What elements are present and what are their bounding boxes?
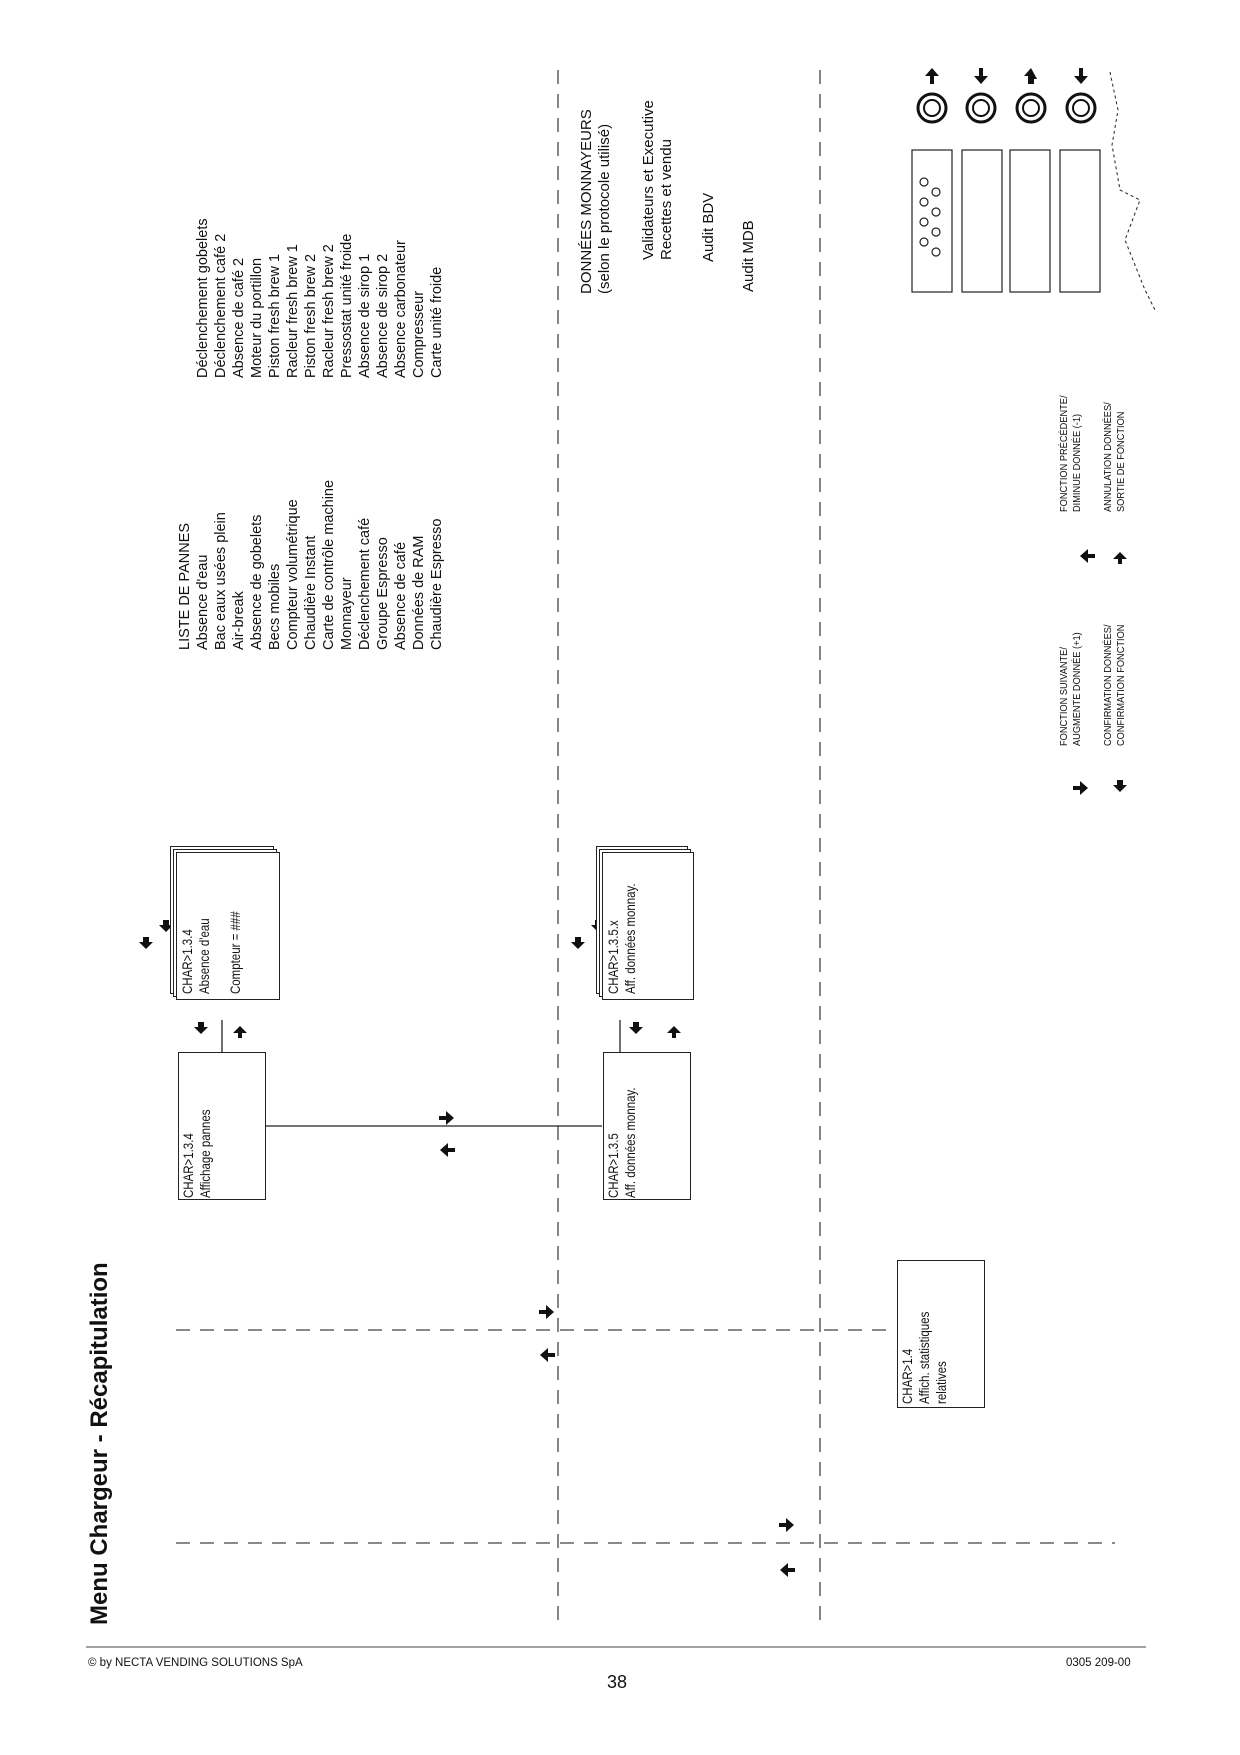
list-item: Absence de sirop 2 [375, 253, 391, 378]
legend-confirm [1102, 625, 1128, 746]
list-item: Chaudière Instant [303, 535, 319, 650]
arrow-up-icon [1024, 68, 1037, 84]
list-item: Absence de café 2 [231, 257, 247, 378]
list-item: Audit BDV [700, 192, 717, 262]
page-number: 38 [607, 1672, 628, 1692]
keypad-button-icon [918, 94, 1095, 122]
box-code: CHAR>1.3.4 [180, 1133, 196, 1198]
list-item: Air-break [231, 591, 247, 650]
legend-text: CONFIRMATION DONNÉES/ [1102, 624, 1114, 746]
list-item: Déclenchement gobelets [195, 218, 211, 378]
coin-data-header: DONNÉES MONNAYEURS [578, 109, 595, 294]
box-text [899, 1312, 950, 1404]
legend-text: DIMINUE DONNÉE (-1) [1071, 413, 1083, 512]
list-item: Piston fresh brew 2 [303, 253, 319, 378]
list-item: Recettes et vendu [658, 139, 675, 260]
legend-text: AUGMENTE DONNÉE (+1) [1071, 632, 1083, 746]
keypad-panel [912, 150, 1100, 292]
list-item: Absence carbonateur [393, 240, 409, 378]
box-label: relatives [933, 1361, 949, 1404]
arrow-down-icon [1113, 552, 1127, 564]
arrow-left-icon [925, 68, 939, 84]
box-code: CHAR>1.3.5.x [605, 920, 621, 994]
arrow-up-icon [1113, 780, 1127, 792]
list-item: Piston fresh brew 1 [267, 253, 283, 378]
arrow-right-icon [1073, 781, 1088, 795]
list-item: Bac eaux usées plein [213, 512, 229, 650]
arrow-left-icon [440, 1143, 455, 1157]
list-item: Monnayeur [339, 577, 355, 650]
fault-list-col2 [194, 218, 446, 378]
fault-list-col1 [176, 480, 446, 650]
footer-copyright: © by NECTA VENDING SOLUTIONS SpA [88, 1657, 303, 1669]
list-item: Carte unité froide [429, 266, 445, 378]
list-item: Carte de contrôle machine [321, 479, 337, 650]
list-item: Compteur volumétrique [285, 499, 301, 650]
arrow-down-icon [667, 1026, 681, 1038]
legend-text: ANNULATION DONNÉES/ [1102, 402, 1114, 512]
coin-data-block [578, 109, 614, 294]
box-text [179, 911, 244, 994]
list-item: Absence de sirop 1 [357, 253, 373, 378]
list-item: Groupe Espresso [375, 537, 391, 650]
arrow-down-icon [233, 1026, 247, 1038]
list-item: Absence de gobelets [249, 514, 265, 650]
list-item: Déclenchement café 2 [213, 233, 229, 378]
arrow-left-icon [780, 1563, 795, 1577]
document-code: 0305 209-00 [1066, 1657, 1131, 1669]
arrow-right-icon [539, 1305, 554, 1319]
box-label: Aff. données monnay. [622, 1087, 638, 1198]
list-item: Racleur fresh brew 1 [285, 244, 301, 378]
legend-text: CONFIRMATION FONCTION [1115, 624, 1127, 746]
list-item: Pressostat unité froide [339, 233, 355, 378]
legend-text: SORTIE DE FONCTION [1115, 411, 1127, 512]
list-item: Absence d'eau [195, 554, 211, 650]
arrow-right-icon [974, 68, 988, 84]
arrow-left-icon [540, 1348, 555, 1362]
arrow-up-icon [139, 937, 153, 949]
list-item: Becs mobiles [267, 563, 283, 650]
box-label: Affichage pannes [197, 1109, 213, 1198]
arrow-left-icon [1080, 549, 1095, 563]
legend-text: FONCTION SUIVANTE/ [1058, 647, 1070, 746]
list-item: Absence de café [393, 541, 409, 650]
legend-next [1058, 632, 1084, 746]
box-code: CHAR>1.4 [899, 1348, 915, 1404]
page-title: Menu Chargeur - Récapitulation [86, 1262, 113, 1625]
legend-text: FONCTION PRÉCÉDENTE/ [1058, 395, 1070, 512]
box-text [180, 1109, 214, 1198]
box-label: Aff. données monnay. [622, 883, 638, 994]
box-text [605, 1087, 639, 1198]
list-item: Audit MDB [740, 220, 757, 292]
arrow-up-icon [571, 937, 585, 949]
box-code: CHAR>1.3.5 [605, 1133, 621, 1198]
coin-data-lines [640, 100, 676, 260]
arrow-up-icon [194, 1022, 208, 1034]
list-item: Validateurs et Executive [640, 100, 657, 260]
list-item: Racleur fresh brew 2 [321, 244, 337, 378]
box-counter: Compteur = ### [227, 911, 243, 994]
arrow-up-icon [629, 1022, 643, 1034]
box-label: Affich. statistiques [916, 1311, 932, 1404]
arrow-right-icon [779, 1518, 794, 1532]
list-item: Compresseur [411, 290, 427, 378]
legend-cancel [1102, 402, 1128, 512]
list-item: Chaudière Espresso [429, 518, 445, 650]
fault-list-header: LISTE DE PANNES [177, 522, 193, 650]
list-item: Moteur du portillon [249, 257, 265, 378]
arrow-right-icon [439, 1111, 454, 1125]
list-item: Données de RAM [411, 535, 427, 650]
box-text [605, 883, 639, 994]
list-item: Déclenchement café [357, 517, 373, 650]
box-label: Absence d'eau [196, 918, 212, 994]
arrow-down-icon [1074, 68, 1088, 84]
legend-prev [1058, 395, 1084, 512]
coin-data-sub: (selon le protocole utilisé) [596, 123, 613, 294]
box-code: CHAR>1.3.4 [179, 929, 195, 994]
